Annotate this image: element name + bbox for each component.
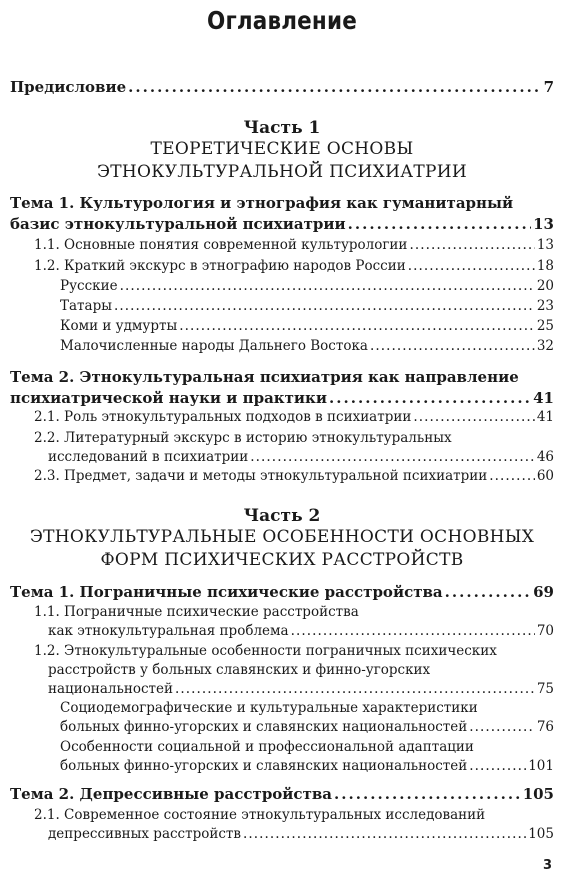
toc-entry-section[interactable] — [10, 468, 554, 484]
part-label: Часть 1 — [243, 118, 321, 138]
toc-entry-section[interactable] — [10, 806, 554, 844]
toc-entry-label: расстройств у больных славянских и финно-угорских — [48, 662, 431, 678]
toc-entry-label: Социодемографические и культуральные характеристики — [60, 700, 478, 716]
toc-entry-label: Тема 1. Культурология и этнография как гуманитарный — [10, 194, 514, 212]
toc-entry-subsection[interactable] — [10, 338, 554, 354]
toc-entry-preface[interactable] — [10, 78, 554, 96]
page-number: 3 — [542, 858, 552, 873]
toc-entry-label: Коми и удмурты — [60, 318, 178, 334]
page-title: Оглавление — [207, 6, 357, 35]
toc-entry-subsection[interactable] — [10, 738, 554, 776]
toc-entry-label: базис этнокультуральной психиатрии — [10, 215, 346, 233]
toc-entry-section[interactable] — [10, 409, 554, 425]
toc-page-number: 76 — [536, 719, 554, 735]
toc-entry-subsection[interactable] — [10, 298, 554, 314]
dot-leader — [469, 757, 526, 776]
toc-page-number: 41 — [536, 409, 554, 425]
toc-entry-label: Тема 1. Пограничные психические расстройства — [10, 583, 443, 601]
dot-leader — [291, 622, 535, 641]
toc-entry-label: Малочисленные народы Дальнего Востока — [60, 338, 368, 354]
toc-entry-label: как этнокультуральная проблема — [48, 623, 289, 639]
toc-entry-theme[interactable] — [10, 785, 554, 803]
toc-page-number: 46 — [536, 449, 554, 465]
toc-page-number: 25 — [536, 318, 554, 334]
dot-leader — [179, 318, 535, 334]
toc-entry-theme[interactable] — [10, 193, 554, 235]
toc-page-number: 7 — [543, 78, 554, 96]
dot-leader — [408, 258, 535, 274]
toc-page-number: 60 — [536, 468, 554, 484]
toc-entry-label: Татары — [60, 298, 112, 314]
toc-entry-label: Русские — [60, 278, 118, 294]
part-heading — [10, 118, 554, 184]
toc-entry-theme[interactable] — [10, 367, 554, 409]
toc-page-number: 70 — [536, 623, 554, 639]
toc-entry-section[interactable] — [10, 258, 554, 274]
dot-leader — [469, 718, 535, 737]
toc-entry-label: 2.1. Современное состояние этнокультуральных исследований — [34, 807, 486, 823]
toc-entry-label: Тема 2. Этнокультуральная психиатрия как направление — [10, 368, 519, 386]
toc-entry-label: исследований в психиатрии — [48, 449, 249, 465]
part-title-line: ЭТНОКУЛЬТУРАЛЬНОЙ ПСИХИАТРИИ — [96, 162, 468, 182]
toc-page-number: 20 — [536, 278, 554, 294]
toc-entry-section[interactable] — [10, 642, 554, 699]
dot-leader — [243, 825, 526, 844]
toc-entry-label: больных финно-угорских и славянских национальностей — [60, 719, 468, 735]
dot-leader — [409, 237, 534, 253]
dot-leader — [114, 298, 535, 314]
toc-entry-label: 1.1. Пограничные психические расстройства — [34, 604, 359, 620]
toc-entry-label: национальностей — [48, 681, 173, 697]
toc-page-number: 13 — [533, 215, 554, 233]
dot-leader — [329, 388, 531, 409]
dot-leader — [413, 409, 534, 425]
toc-page-number: 105 — [522, 785, 554, 803]
dot-leader — [250, 448, 535, 467]
toc-entry-section[interactable] — [10, 237, 554, 253]
toc-entry-label: Особенности социальной и профессиональной адаптации — [60, 739, 474, 755]
toc-page-number: 105 — [528, 826, 554, 842]
toc-entry-label: 2.2. Литературный экскурс в историю этнокультуральных — [34, 430, 452, 446]
toc-entry-label: Предисловие — [10, 78, 127, 96]
toc-entry-label: 1.2. Этнокультуральные особенности пограничных психических — [34, 643, 497, 659]
toc-page-number: 32 — [536, 338, 554, 354]
toc-entry-label: 2.1. Роль этнокультуральных подходов в психиатрии — [34, 409, 412, 425]
dot-leader — [175, 680, 535, 699]
toc-entry-label: психиатрической науки и практики — [10, 389, 327, 407]
toc-page-number: 69 — [533, 583, 554, 601]
toc-entry-label: Тема 2. Депрессивные расстройства — [10, 785, 333, 803]
toc-entry-label: депрессивных расстройств — [48, 826, 241, 842]
toc-entry-subsection[interactable] — [10, 278, 554, 294]
toc-page-number: 101 — [528, 758, 554, 774]
toc-page-number: 75 — [536, 681, 554, 697]
part-label: Часть 2 — [243, 506, 321, 526]
toc-page-number: 18 — [536, 258, 554, 274]
dot-leader — [489, 468, 535, 484]
toc-entry-label: 1.2. Краткий экскурс в этнографию народов России — [34, 258, 406, 274]
part-title-line: ФОРМ ПСИХИЧЕСКИХ РАССТРОЙСТВ — [100, 550, 464, 570]
toc-entry-theme[interactable] — [10, 583, 554, 601]
toc-entry-label: 2.3. Предмет, задачи и методы этнокультуральной психиатрии — [34, 468, 488, 484]
toc-page-number: 23 — [536, 298, 554, 314]
part-title-line: ЭТНОКУЛЬТУРАЛЬНЫЕ ОСОБЕННОСТИ ОСНОВНЫХ — [29, 527, 535, 547]
dot-leader — [120, 278, 535, 294]
toc-entry-label: 1.1. Основные понятия современной культурологии — [34, 237, 408, 253]
toc-entry-label: больных финно-угорских и славянских национальностей — [60, 758, 468, 774]
dot-leader — [348, 214, 531, 235]
toc-entry-subsection[interactable] — [10, 699, 554, 737]
part-title-line: ТЕОРЕТИЧЕСКИЕ ОСНОВЫ — [150, 139, 414, 159]
part-heading — [10, 506, 554, 572]
dot-leader — [445, 583, 531, 601]
dot-leader — [334, 785, 521, 803]
toc-entry-section[interactable] — [10, 603, 554, 641]
dot-leader — [370, 338, 535, 354]
toc-entry-subsection[interactable] — [10, 318, 554, 334]
toc-page-number: 13 — [536, 237, 554, 253]
toc-entry-section[interactable] — [10, 429, 554, 467]
toc-page-number: 41 — [533, 389, 554, 407]
dot-leader — [128, 78, 541, 96]
